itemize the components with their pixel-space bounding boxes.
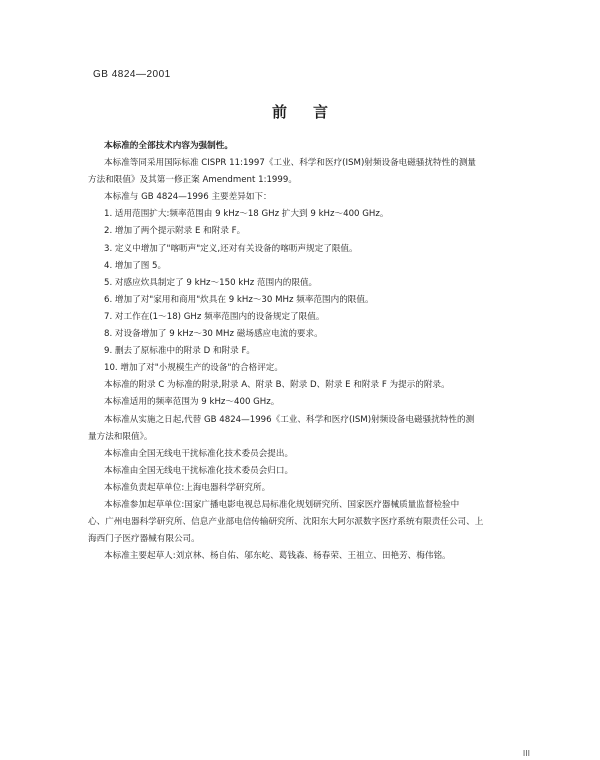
appendix-statement: 本标准的附录 C 为标准的附录,附录 A、附录 B、附录 D、附录 E 和附录 F 为提示的附录。 [104, 380, 450, 391]
replacement-paragraph-line-2: 量方法和限值》。 [88, 431, 153, 442]
difference-item: 5. 对感应炊具制定了 9 kHz～150 kHz 范围内的限值。 [104, 277, 318, 288]
difference-item: 10. 增加了对"小规模生产的设备"的合格评定。 [104, 363, 283, 374]
difference-item: 4. 增加了图 5。 [104, 260, 167, 271]
participating-units-line-1: 本标准参加起草单位:国家广播电影电视总局标准化规划研究所、国家医疗器械质量监督检验中 [104, 499, 460, 510]
difference-item: 9. 删去了原标准中的附录 D 和附录 F。 [104, 346, 255, 357]
proposed-by-statement: 本标准由全国无线电干扰标准化技术委员会提出。 [104, 448, 294, 459]
standard-code: GB 4824—2001 [93, 69, 171, 80]
adoption-paragraph-line-1: 本标准等同采用国际标准 CISPR 11:1997《工业、科学和医疗(ISM)射频设备电磁骚扰特性的测量 [104, 158, 477, 169]
difference-item: 1. 适用范围扩大:频率范围由 9 kHz～18 GHz 扩大到 9 kHz～400 GHz。 [104, 209, 389, 220]
page-number: III [522, 749, 530, 758]
participating-units-line-3: 海西门子医疗器械有限公司。 [88, 534, 200, 545]
replacement-paragraph-line-1: 本标准从实施之日起,代替 GB 4824—1996《工业、科学和医疗(ISM)射频设备电磁骚扰特性的测 [104, 414, 475, 425]
drafting-unit-statement: 本标准负责起草单位:上海电器科学研究所。 [104, 482, 271, 493]
managed-by-statement: 本标准由全国无线电干扰标准化技术委员会归口。 [104, 465, 294, 476]
frequency-range-statement: 本标准适用的频率范围为 9 kHz～400 GHz。 [104, 397, 280, 408]
mandatory-statement: 本标准的全部技术内容为强制性。 [104, 141, 233, 151]
difference-item: 7. 对工作在(1～18) GHz 频率范围内的设备规定了限值。 [104, 311, 325, 322]
difference-item: 6. 增加了对"家用和商用"炊具在 9 kHz～30 MHz 频率范围内的限值。 [104, 294, 374, 305]
difference-item: 8. 对设备增加了 9 kHz～30 MHz 磁场感应电流的要求。 [104, 329, 323, 340]
difference-item: 3. 定义中增加了"喀呖声"定义,还对有关设备的喀呖声规定了限值。 [104, 243, 358, 254]
main-drafters-statement: 本标准主要起草人:刘京林、杨自佑、邬东屹、葛钱森、杨春荣、王祖立、田艳芳、梅伟铭。 [104, 551, 451, 562]
differences-intro: 本标准与 GB 4824—1996 主要差异如下： [104, 192, 272, 203]
difference-item: 2. 增加了两个提示附录 E 和附录 F。 [104, 226, 246, 237]
page-title: 前言 [271, 103, 354, 121]
adoption-paragraph-line-2: 方法和限值》及其第一修正案 Amendment 1:1999。 [88, 175, 297, 186]
participating-units-line-2: 心、广州电器科学研究所、信息产业部电信传输研究所、沈阳东大阿尔派数字医疗系统有限责任公司、上 [88, 517, 484, 528]
foreword-body [88, 138, 504, 565]
